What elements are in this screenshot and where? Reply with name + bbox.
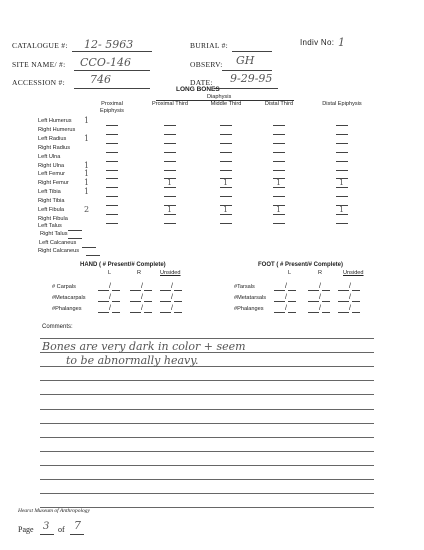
diaphysis-label: Diaphysis (207, 94, 232, 100)
bone-row-label: Right Ulna (38, 162, 65, 169)
bone-entry-line[interactable] (106, 125, 118, 126)
bone-entry-line[interactable] (164, 161, 176, 162)
bone-entry-mark[interactable]: 1 (276, 178, 282, 188)
bone-row-label: Right Tibia (38, 198, 65, 205)
bone-entry-mark[interactable]: 1 (339, 178, 345, 188)
bone-entry-line[interactable] (220, 187, 232, 188)
bone-entry-line[interactable] (164, 134, 176, 135)
foot-entry-line[interactable] (274, 290, 285, 291)
bone-entry-mark[interactable]: 1 (84, 160, 90, 170)
foot-entry-line[interactable] (308, 290, 319, 291)
foot-col-header: L (288, 270, 292, 276)
bone-entry-line[interactable] (106, 161, 118, 162)
accession-label: ACCESSION #: (12, 78, 65, 87)
comment-line (40, 409, 374, 410)
total-pages-value[interactable]: 7 (74, 519, 81, 532)
comment-line (40, 451, 374, 452)
bone-entry-line[interactable] (164, 223, 176, 224)
bone-entry-line[interactable] (106, 196, 118, 197)
bone-row-label: Left Humerus (38, 118, 72, 124)
foot-entry-line[interactable] (288, 290, 296, 291)
bone-row-label: Left Tibia (38, 189, 61, 196)
bone-entry-mark[interactable]: 1 (167, 178, 173, 188)
observ-value[interactable]: GH (236, 54, 255, 67)
hand-col-header: R (137, 270, 142, 276)
foot-col-header: R (318, 270, 323, 276)
bone-entry-line[interactable] (336, 125, 348, 126)
hand-entry-slash: / (109, 305, 111, 312)
extra-row-label: Right Talus (40, 231, 68, 238)
page-value[interactable]: 3 (43, 521, 50, 532)
hand-entry-line[interactable] (130, 301, 141, 302)
foot-row-label: #Phalanges (234, 306, 264, 312)
hand-entry-line[interactable] (144, 290, 152, 291)
bone-entry-mark[interactable]: 1 (223, 205, 229, 214)
comment-line (40, 380, 374, 381)
bone-entry-line[interactable] (273, 134, 285, 135)
hand-entry-line[interactable] (174, 301, 182, 302)
foot-entry-slash: / (285, 283, 287, 290)
foot-entry-line[interactable] (338, 312, 349, 313)
bone-entry-line[interactable] (106, 205, 118, 206)
comment-line (40, 437, 374, 438)
hand-entry-line[interactable] (98, 312, 109, 313)
foot-entry-line[interactable] (352, 290, 360, 291)
foot-entry-line[interactable] (274, 301, 285, 302)
foot-entry-slash: / (349, 283, 351, 290)
hand-entry-slash: / (141, 294, 143, 301)
site-value[interactable]: CCO-146 (80, 56, 131, 69)
hand-entry-line[interactable] (174, 290, 182, 291)
bone-entry-line[interactable] (164, 143, 176, 144)
bone-entry-line[interactable] (164, 214, 176, 215)
bone-row-label: Right Humerus (38, 126, 76, 133)
site-label: SITE NAME/ #: (12, 60, 66, 69)
foot-entry-slash: / (319, 294, 321, 301)
foot-entry-line[interactable] (322, 301, 330, 302)
comment-line (40, 423, 374, 424)
bone-entry-mark[interactable]: 1 (84, 178, 90, 188)
bone-entry-line[interactable] (336, 187, 348, 188)
hand-entry-slash: / (141, 305, 143, 312)
indiv-value[interactable]: 1 (338, 36, 345, 49)
bone-entry-line[interactable] (106, 178, 118, 179)
column-header-3: Distal Third (264, 101, 294, 107)
comment-line (40, 493, 374, 494)
comment-line (40, 465, 374, 466)
comment-line (40, 507, 374, 508)
comment-line (40, 394, 374, 395)
bone-entry-line[interactable] (220, 214, 232, 215)
comment-line (40, 338, 374, 339)
bone-entry-line[interactable] (273, 187, 285, 188)
hand-entry-line[interactable] (98, 301, 109, 302)
foot-entry-line[interactable] (274, 312, 285, 313)
foot-title: FOOT ( # Present/# Complete) (258, 262, 344, 268)
bone-entry-line[interactable] (273, 223, 285, 224)
foot-entry-line[interactable] (338, 290, 349, 291)
hand-entry-slash: / (109, 294, 111, 301)
hand-col-header: L (108, 270, 112, 276)
bone-entry-line[interactable] (336, 161, 348, 162)
foot-entry-slash: / (319, 305, 321, 312)
bone-entry-line[interactable] (336, 152, 348, 153)
bone-row-label: Right Radius (38, 144, 71, 151)
bone-entry-mark[interactable]: 1 (167, 205, 173, 214)
hand-entry-line[interactable] (160, 301, 171, 302)
column-header-4: Distal Epiphysis (322, 101, 362, 107)
hand-entry-slash: / (109, 283, 111, 290)
foot-entry-slash: / (349, 305, 351, 312)
bone-entry-line[interactable] (336, 134, 348, 135)
date-label: DATE: (190, 78, 213, 87)
foot-row-label: #Metatarsals (234, 295, 267, 301)
hand-entry-line[interactable] (98, 290, 109, 291)
bone-row-label: Left Femur (38, 171, 66, 178)
bone-entry-line[interactable] (273, 152, 285, 153)
comments-label: Comments: (42, 324, 73, 330)
foot-entry-line[interactable] (352, 301, 360, 302)
foot-col-header: Unsided (343, 270, 364, 276)
bone-entry-mark[interactable]: 1 (84, 169, 90, 179)
hand-entry-line[interactable] (112, 301, 120, 302)
foot-entry-slash: / (319, 283, 321, 290)
bone-entry-line[interactable] (106, 134, 118, 135)
indiv-label: Indiv No: (300, 38, 335, 47)
hand-row-label: #Metacarpals (52, 295, 86, 301)
bone-entry-line[interactable] (336, 170, 348, 171)
bone-entry-mark[interactable]: 1 (223, 178, 229, 188)
bone-entry-line[interactable] (106, 223, 118, 224)
foot-entry-line[interactable] (322, 312, 330, 313)
hand-entry-slash: / (171, 305, 173, 312)
hand-entry-line[interactable] (144, 312, 152, 313)
bone-entry-line[interactable] (164, 196, 176, 197)
hand-entry-line[interactable] (130, 312, 141, 313)
hand-col-header: Unsided (160, 270, 181, 276)
date-value[interactable]: 9-29-95 (230, 72, 273, 85)
catalogue-value[interactable]: 12- 5963 (84, 38, 134, 51)
foot-entry-slash: / (349, 294, 351, 301)
bone-row-label: Right Femur (38, 180, 69, 187)
comments-line-1[interactable]: Bones are very dark in color + seem (42, 340, 246, 353)
comments-line-2[interactable]: to be abnormally heavy. (66, 354, 199, 367)
hand-entry-line[interactable] (130, 290, 141, 291)
bone-entry-line[interactable] (220, 170, 232, 171)
bone-entry-line[interactable] (220, 223, 232, 224)
bone-row-label: Right Fibula (38, 215, 68, 222)
foot-entry-slash: / (285, 305, 287, 312)
bone-entry-mark[interactable]: 1 (84, 187, 90, 197)
bone-entry-line[interactable] (273, 143, 285, 144)
bone-entry-line[interactable] (106, 214, 118, 215)
comment-line (40, 479, 374, 480)
hand-entry-line[interactable] (160, 312, 171, 313)
bone-entry-line[interactable] (106, 187, 118, 188)
hand-row-label: # Carpals (52, 284, 76, 290)
extra-row-label: Right Calcaneus (38, 247, 80, 254)
bone-entry-line[interactable] (273, 125, 285, 126)
bone-entry-line[interactable] (220, 125, 232, 126)
bone-entry-mark[interactable]: 1 (339, 205, 345, 214)
bone-row-label: Left Radius (38, 135, 67, 142)
bone-entry-line[interactable] (336, 196, 348, 197)
bone-entry-line[interactable] (220, 161, 232, 162)
bone-row-label: Left Fibula (38, 207, 65, 213)
bone-entry-line[interactable] (273, 214, 285, 215)
foot-entry-line[interactable] (338, 301, 349, 302)
bone-entry-line[interactable] (220, 143, 232, 144)
bone-entry-line[interactable] (164, 187, 176, 188)
bone-entry-line[interactable] (273, 196, 285, 197)
museum-name: Hearst Museum of Anthropology (18, 508, 90, 514)
foot-entry-line[interactable] (308, 312, 319, 313)
bone-entry-line[interactable] (336, 143, 348, 144)
of-label: of (58, 525, 65, 534)
column-header-2: Middle Third (210, 101, 242, 107)
bone-entry-line[interactable] (220, 196, 232, 197)
bone-entry-line[interactable] (164, 125, 176, 126)
foot-entry-line[interactable] (352, 312, 360, 313)
foot-entry-line[interactable] (288, 301, 296, 302)
page-label: Page (18, 525, 34, 534)
bone-entry-line[interactable] (106, 143, 118, 144)
hand-entry-slash: / (171, 283, 173, 290)
extra-row-label: Left Talus (38, 223, 62, 229)
catalogue-label: CATALOGUE #: (12, 41, 68, 50)
bone-row-label: Left Ulna (38, 153, 61, 160)
hand-entry-line[interactable] (144, 301, 152, 302)
hand-entry-line[interactable] (160, 290, 171, 291)
extra-row-line[interactable] (68, 230, 82, 231)
hand-title: HAND ( # Present/# Complete) (80, 262, 166, 268)
bone-entry-mark[interactable]: 1 (276, 205, 282, 214)
hand-row-label: #Phalanges (52, 306, 82, 312)
bone-entry-line[interactable] (273, 161, 285, 162)
bone-entry-mark[interactable]: 1 (84, 133, 90, 143)
hand-entry-slash: / (171, 294, 173, 301)
foot-entry-line[interactable] (322, 290, 330, 291)
accession-value[interactable]: 746 (90, 73, 111, 86)
bone-entry-line[interactable] (273, 170, 285, 171)
bone-entry-line[interactable] (220, 134, 232, 135)
bone-entry-line[interactable] (336, 214, 348, 215)
bone-entry-line[interactable] (106, 152, 118, 153)
bone-entry-line[interactable] (106, 170, 118, 171)
hand-entry-line[interactable] (112, 290, 120, 291)
foot-entry-line[interactable] (308, 301, 319, 302)
column-header-0: Proximal Epiphysis (100, 101, 124, 114)
foot-entry-line[interactable] (288, 312, 296, 313)
bone-entry-line[interactable] (220, 152, 232, 153)
hand-entry-slash: / (141, 283, 143, 290)
column-header-1: Proximal Third (152, 101, 188, 107)
bone-entry-mark[interactable]: 1 (84, 116, 90, 125)
hand-entry-line[interactable] (174, 312, 182, 313)
bone-entry-line[interactable] (164, 170, 176, 171)
burial-label: BURIAL #: (190, 41, 229, 50)
long-bones-title: LONG BONES (176, 86, 220, 93)
extra-row-line[interactable] (82, 247, 96, 248)
bone-entry-mark[interactable]: 2 (84, 205, 90, 214)
hand-entry-line[interactable] (112, 312, 120, 313)
bone-entry-line[interactable] (164, 152, 176, 153)
extra-row-line[interactable] (86, 255, 100, 256)
foot-entry-slash: / (285, 294, 287, 301)
extra-row-label: Left Calcaneus (39, 239, 77, 246)
foot-row-label: #Tarsals (234, 284, 255, 290)
observ-label: OBSERV: (190, 60, 223, 69)
bone-entry-line[interactable] (336, 223, 348, 224)
